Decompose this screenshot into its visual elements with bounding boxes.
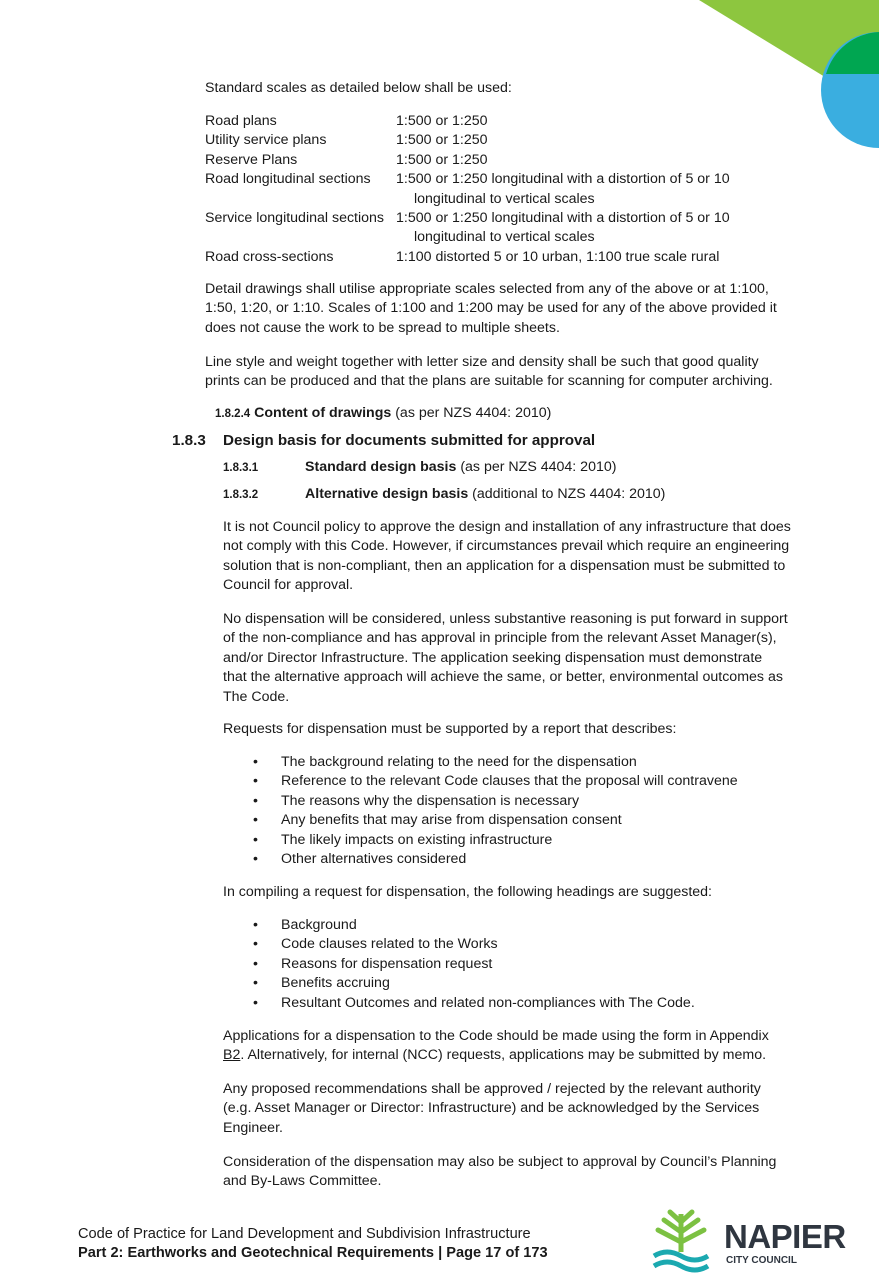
report-bullet-list bbox=[223, 753, 738, 869]
recommendations-paragraph bbox=[223, 1080, 761, 1138]
heading-number: 1.8.2.4 bbox=[215, 408, 251, 420]
list-item-text: The reasons why the dispensation is necessary bbox=[281, 792, 580, 809]
detail-drawings-paragraph bbox=[205, 280, 777, 338]
line-style-paragraph bbox=[205, 353, 773, 392]
list-item-text: Benefits accruing bbox=[281, 975, 390, 992]
scale-value: 1:500 or 1:250 bbox=[396, 113, 488, 129]
compiling-paragraph: In compiling a request for dispensation, the following headings are suggested: bbox=[223, 884, 712, 900]
scale-row bbox=[205, 112, 805, 131]
list-item bbox=[223, 811, 738, 830]
text-line: (e.g. Asset Manager or Director: Infrastructure) and be acknowledged by the Services bbox=[223, 1100, 760, 1117]
text-line: of the non-compliance and has approval in principle from the relevant Asset Manager(s), bbox=[223, 630, 777, 647]
bullet: • bbox=[253, 831, 258, 848]
heading-title: Standard design basis bbox=[305, 459, 457, 475]
list-item-text: The likely impacts on existing infrastructure bbox=[281, 831, 553, 848]
scale-name: Road cross-sections bbox=[205, 248, 334, 265]
scales-table bbox=[205, 112, 805, 267]
list-item-text: Any benefits that may arise from dispensation consent bbox=[281, 812, 622, 829]
scale-value: 1:500 or 1:250 bbox=[396, 132, 488, 149]
policy-paragraph bbox=[223, 518, 791, 596]
heading-1-8-2-4 bbox=[215, 404, 551, 424]
text-line: not comply with this Code. However, if circumstances prevail which require an engineering bbox=[223, 538, 790, 555]
list-item bbox=[223, 916, 695, 935]
scale-row-cont bbox=[205, 228, 805, 247]
heading-note: (additional to NZS 4404: 2010) bbox=[468, 486, 666, 502]
text-line: Applications for a dispensation to the Code should be made using the form in Appendix bbox=[223, 1028, 769, 1044]
list-item bbox=[223, 831, 738, 850]
scale-name: Road longitudinal sections bbox=[205, 171, 371, 188]
no-dispensation-paragraph bbox=[223, 610, 788, 707]
text-line: Any proposed recommendations shall be approved / rejected by the relevant authority bbox=[223, 1081, 761, 1097]
text-line: No dispensation will be considered, unless substantive reasoning is put forward in support bbox=[223, 611, 788, 627]
consideration-paragraph bbox=[223, 1153, 776, 1192]
text-line: Detail drawings shall utilise appropriate scales selected from any of the above or at 1:100, bbox=[205, 281, 769, 297]
bullet: • bbox=[253, 792, 258, 809]
scale-row bbox=[205, 209, 805, 228]
scale-row-cont bbox=[205, 190, 805, 209]
heading-title: Alternative design basis bbox=[305, 486, 469, 502]
text-line: and/or Director Infrastructure. The application seeking dispensation must demonstrate bbox=[223, 649, 763, 666]
heading-number: 1.8.3.2 bbox=[223, 489, 259, 501]
text-line: and By-Laws Committee. bbox=[223, 1173, 382, 1190]
list-item-text: Background bbox=[281, 917, 357, 933]
bullet: • bbox=[253, 754, 258, 770]
bullet: • bbox=[253, 812, 258, 829]
heading-title: Content of drawings bbox=[254, 405, 392, 421]
list-item-text: Code clauses related to the Works bbox=[281, 936, 498, 953]
heading-1-8-3-1 bbox=[223, 458, 616, 478]
list-item-text: Reasons for dispensation request bbox=[281, 955, 493, 972]
text-line: that the alternative approach will achieve the same, or better, environmental outcomes as bbox=[223, 669, 783, 686]
intro-text: Standard scales as detailed below shall be used: bbox=[205, 80, 512, 96]
text-line: 1:50, 1:20, or 1:10. Scales of 1:100 and 1:200 may be used for any of the above provided it bbox=[205, 300, 777, 317]
text-line: prints can be produced and that the plans are suitable for scanning for computer archiving. bbox=[205, 373, 773, 390]
bullet: • bbox=[253, 850, 258, 867]
bullet: • bbox=[253, 773, 258, 790]
footer-page-info: Part 2: Earthworks and Geotechnical Requirements | Page 17 of 173 bbox=[78, 1245, 548, 1262]
scale-name: Road plans bbox=[205, 113, 277, 129]
heading-number: 1.8.3.1 bbox=[223, 462, 259, 474]
scale-value: 1:100 distorted 5 or 10 urban, 1:100 true scale rural bbox=[396, 248, 720, 265]
footer-document-title: Code of Practice for Land Development and Subdivision Infrastructure bbox=[78, 1226, 531, 1242]
text-line: Consideration of the dispensation may also be subject to approval by Council’s Planning bbox=[223, 1154, 777, 1170]
appendix-b2-link[interactable]: B2 bbox=[223, 1047, 241, 1064]
list-item bbox=[223, 792, 738, 811]
list-item bbox=[223, 994, 695, 1013]
text-line: Engineer. bbox=[223, 1119, 283, 1136]
text-line bbox=[223, 1046, 769, 1065]
bullet: • bbox=[253, 975, 258, 992]
text-line: The Code. bbox=[223, 688, 290, 705]
scale-row bbox=[205, 151, 805, 170]
heading-note: (as per NZS 4404: 2010) bbox=[456, 459, 617, 475]
list-item-text: Resultant Outcomes and related non-compliances with The Code. bbox=[281, 994, 695, 1011]
list-item-text: Reference to the relevant Code clauses that the proposal will contravene bbox=[281, 773, 738, 790]
heading-number: 1.8.3 bbox=[172, 432, 206, 449]
scale-name: Service longitudinal sections bbox=[205, 210, 385, 227]
requests-paragraph: Requests for dispensation must be supported by a report that describes: bbox=[223, 721, 677, 737]
scale-value-cont: longitudinal to vertical scales bbox=[414, 190, 595, 207]
heading-title: Design basis for documents submitted for approval bbox=[223, 432, 596, 449]
scale-name: Utility service plans bbox=[205, 132, 327, 149]
napier-city-council-logo bbox=[650, 1208, 850, 1274]
bullet: • bbox=[253, 917, 258, 933]
heading-1-8-3-2 bbox=[223, 485, 665, 505]
heading-1-8-3 bbox=[172, 431, 595, 451]
text-fragment: . Alternatively, for internal (NCC) requests, applications may be submitted by memo. bbox=[240, 1047, 767, 1064]
text-line: Council for approval. bbox=[223, 577, 354, 594]
fern-wave-icon bbox=[650, 1208, 712, 1274]
headings-bullet-list bbox=[223, 916, 695, 1013]
text-line: solution that is non-compliant, then an application for a dispensation must be submitted to bbox=[223, 557, 786, 574]
applications-paragraph bbox=[223, 1027, 769, 1066]
scale-row bbox=[205, 131, 805, 150]
scale-row bbox=[205, 248, 805, 267]
footer bbox=[78, 1225, 548, 1264]
bullet: • bbox=[253, 936, 258, 953]
list-item-text: Other alternatives considered bbox=[281, 850, 467, 867]
list-item bbox=[223, 753, 738, 772]
scale-value-cont: longitudinal to vertical scales bbox=[414, 229, 595, 246]
list-item-text: The background relating to the need for the dispensation bbox=[281, 754, 637, 770]
text-line: does not cause the work to be spread to multiple sheets. bbox=[205, 319, 560, 336]
scale-value: 1:500 or 1:250 longitudinal with a distortion of 5 or 10 bbox=[396, 171, 730, 188]
logo-name: NAPIER bbox=[724, 1218, 846, 1255]
heading-note: (as per NZS 4404: 2010) bbox=[391, 405, 552, 421]
text-line: It is not Council policy to approve the design and installation of any infrastructure that does bbox=[223, 519, 791, 535]
logo-subtitle: CITY COUNCIL bbox=[726, 1255, 797, 1266]
scale-value: 1:500 or 1:250 longitudinal with a distortion of 5 or 10 bbox=[396, 210, 730, 227]
bullet: • bbox=[253, 955, 258, 972]
list-item bbox=[223, 850, 738, 869]
scale-value: 1:500 or 1:250 bbox=[396, 151, 488, 168]
text-line: Line style and weight together with letter size and density shall be such that good quality bbox=[205, 354, 759, 370]
bullet: • bbox=[253, 994, 258, 1011]
scale-row bbox=[205, 170, 805, 189]
list-item bbox=[223, 772, 738, 791]
list-item bbox=[223, 935, 695, 954]
list-item bbox=[223, 974, 695, 993]
list-item bbox=[223, 955, 695, 974]
scale-name: Reserve Plans bbox=[205, 151, 298, 168]
